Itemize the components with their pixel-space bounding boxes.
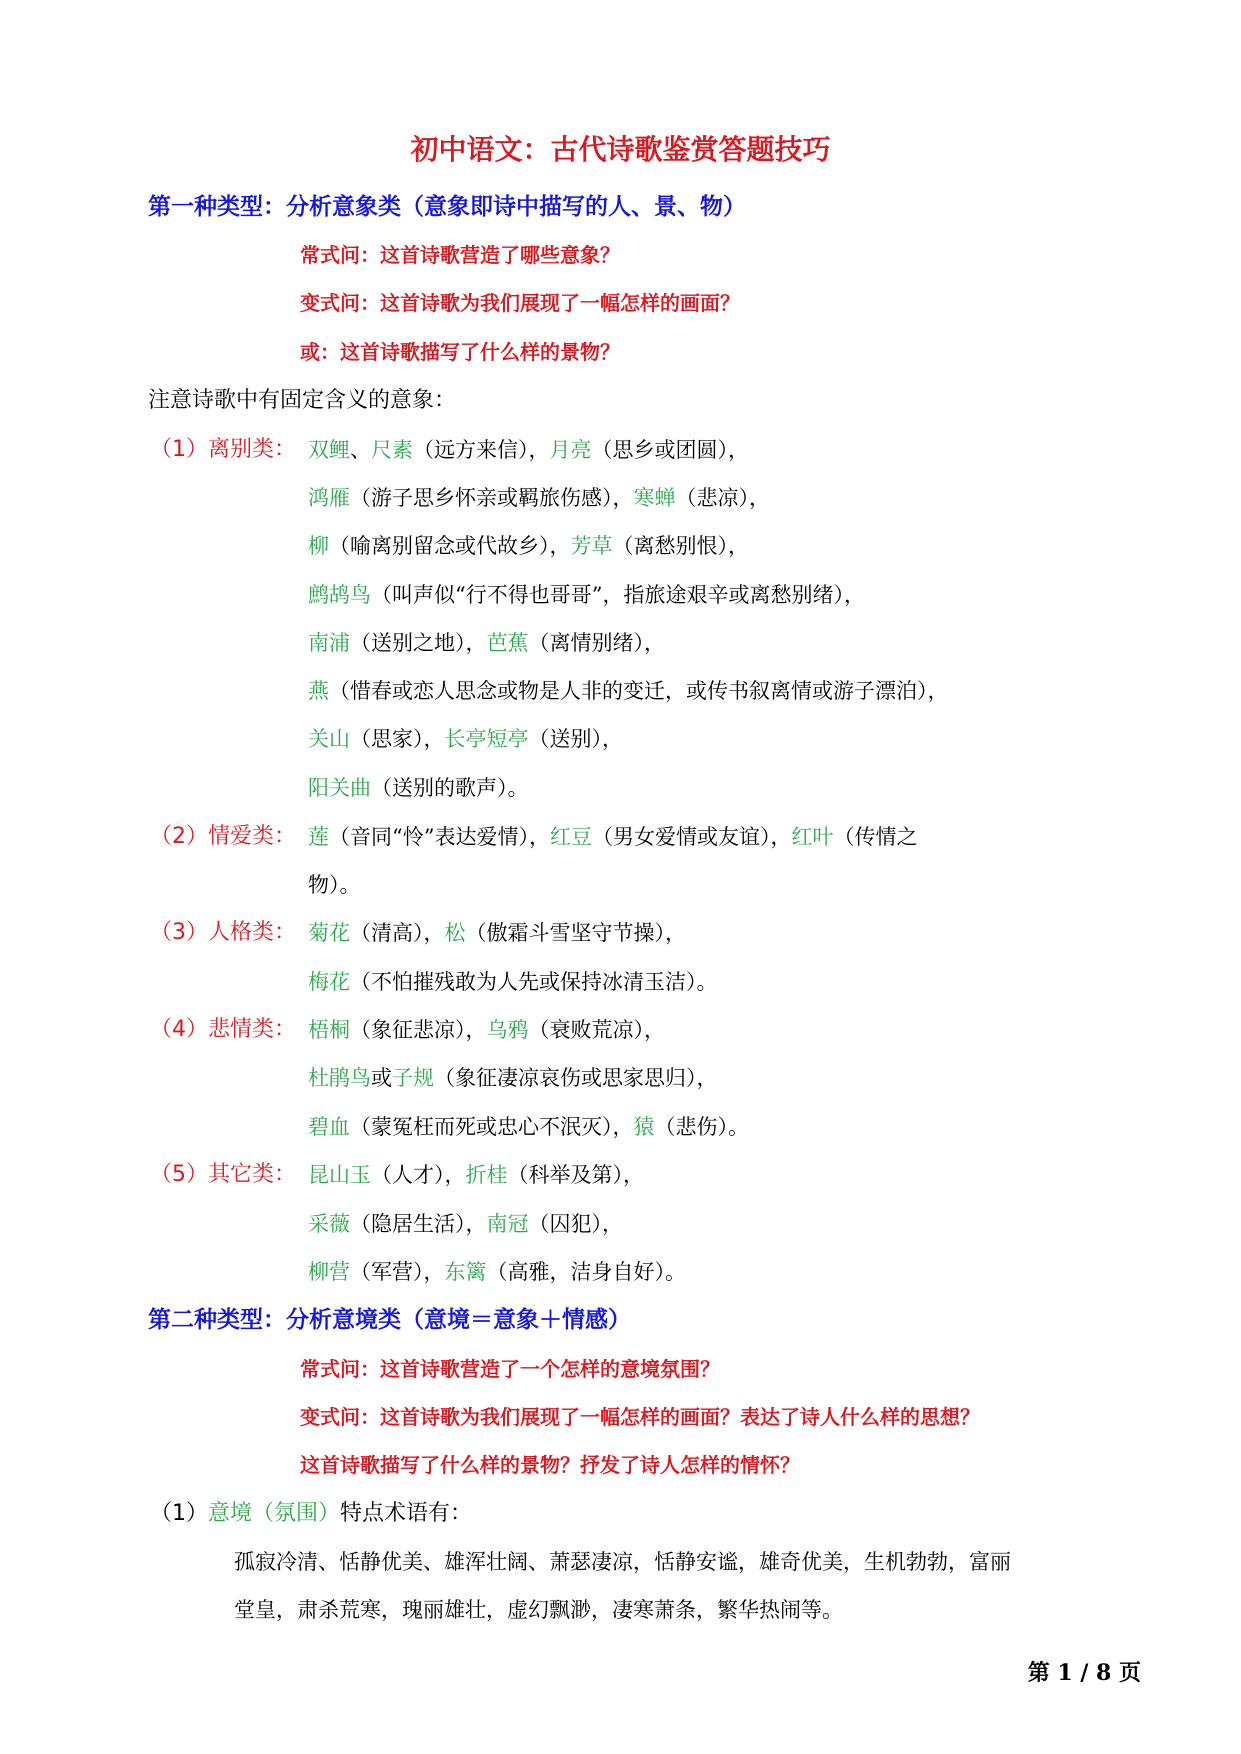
section1-question-3: 或：这首诗歌描写了什么样的景物？ (300, 340, 620, 364)
image-term: 长亭短亭 (444, 727, 529, 751)
list-item: 柳营（军营），东篱（高雅，洁身自好）。 (308, 1260, 686, 1284)
category-label-love: （2）情爱类： (150, 824, 296, 849)
category-label-character: （3）人格类： (150, 920, 296, 945)
page-number: 第 1 / 8 页 (1027, 1660, 1141, 1686)
category-label-sorrow: （4）悲情类： (150, 1017, 296, 1042)
image-term: 东篱 (444, 1260, 487, 1284)
image-term: 红豆 (549, 825, 592, 849)
image-term: 松 (444, 921, 466, 945)
image-term: 柳 (308, 534, 329, 558)
list-item: 关山（思家），长亭短亭（送别）， (308, 727, 623, 751)
image-term: 芭蕉 (486, 631, 529, 655)
image-term: 梅花 (308, 970, 350, 994)
image-term: 昆山玉 (308, 1163, 371, 1187)
list-item: 梧桐（象征悲凉），乌鸦（衰败荒凉）， (308, 1018, 665, 1042)
section1-heading: 第一种类型：分析意象类（意象即诗中描写的人、景、物） (148, 194, 746, 220)
list-item: 采薇（隐居生活），南冠（囚犯）， (308, 1212, 623, 1236)
list-item: 柳（喻离别留念或代故乡），芳草（离愁别恨）， (308, 534, 749, 558)
list-item: 碧血（蒙冤枉而死或忠心不泯灭），猿（悲伤）。 (308, 1115, 749, 1139)
image-term: 阳关曲 (308, 776, 371, 800)
list-item: 昆山玉（人才），折桂（科举及第）， (308, 1163, 644, 1187)
image-term: 尺素 (371, 438, 413, 462)
image-term: 碧血 (308, 1115, 350, 1139)
image-term: 杜鹃鸟 (308, 1066, 371, 1090)
image-term: 燕 (308, 679, 329, 703)
list-item: 双鲤、尺素（远方来信），月亮（思乡或团圆）， (308, 438, 749, 462)
image-term: 关山 (308, 727, 350, 751)
list-item: 鹧鸪鸟（叫声似“行不得也哥哥”，指旅途艰辛或离愁别绪）， (308, 583, 865, 607)
section2-question-1: 常式问：这首诗歌营造了一个怎样的意境氛围？ (300, 1357, 720, 1381)
image-term: 柳营 (308, 1260, 350, 1284)
section2-subheading: （1）意境（氛围）特点术语有： (150, 1501, 473, 1526)
list-item: 燕（惜春或恋人思念或物是人非的变迁，或传书叙离情或游子漂泊）， (308, 679, 949, 703)
section2-heading: 第二种类型：分析意境类（意境＝意象＋情感） (148, 1307, 631, 1333)
category-label-parting: （1）离别类： (150, 437, 296, 462)
section1-question-2: 变式问：这首诗歌为我们展现了一幅怎样的画面？ (300, 291, 740, 315)
list-item: 南浦（送别之地），芭蕉（离情别绪）， (308, 631, 665, 655)
image-term: 鸿雁 (308, 486, 350, 510)
image-term: 菊花 (308, 921, 350, 945)
image-term: 红叶 (791, 825, 834, 849)
category-label-other: （5）其它类： (150, 1162, 296, 1187)
image-term: 乌鸦 (486, 1018, 529, 1042)
image-term: 梧桐 (308, 1018, 350, 1042)
image-term: 芳草 (570, 534, 613, 558)
section1-note: 注意诗歌中有固定含义的意象： (148, 388, 457, 413)
list-item: 杜鹃鸟或子规（象征凄凉哀伤或思家思归）， (308, 1066, 718, 1090)
list-item: 菊花（清高），松（傲霜斗雪坚守节操）， (308, 921, 686, 945)
list-item: 梅花（不怕摧残敢为人先或保持冰清玉洁）。 (308, 970, 718, 994)
image-term: 月亮 (549, 438, 592, 462)
section2-question-3: 这首诗歌描写了什么样的景物？抒发了诗人怎样的情怀？ (300, 1453, 800, 1477)
list-item: 阳关曲（送别的歌声）。 (308, 776, 529, 800)
image-term: 南浦 (308, 631, 350, 655)
image-term: 折桂 (465, 1163, 508, 1187)
image-term: 子规 (392, 1066, 434, 1090)
image-term: 莲 (308, 825, 329, 849)
list-item: 鸿雁（游子思乡怀亲或羁旅伤感），寒蝉（悲凉）， (308, 486, 770, 510)
list-item: 物）。 (308, 873, 361, 897)
section2-question-2: 变式问：这首诗歌为我们展现了一幅怎样的画面？表达了诗人什么样的思想？ (300, 1405, 980, 1429)
image-term: 南冠 (486, 1212, 529, 1236)
list-item: 莲（音同“怜”表达爱情），红豆（男女爱情或友谊），红叶（传情之 (308, 825, 918, 849)
image-term: 猿 (633, 1115, 655, 1139)
image-term: 双鲤 (308, 438, 350, 462)
page-title: 初中语文：古代诗歌鉴赏答题技巧 (410, 133, 831, 166)
image-term: 采薇 (308, 1212, 350, 1236)
image-term: 鹧鸪鸟 (308, 583, 371, 607)
terms-line-1: 孤寂冷清、恬静优美、雄浑壮阔、萧瑟凄凉，恬静安谧，雄奇优美，生机勃勃，富丽 (234, 1550, 1011, 1574)
section1-question-1: 常式问：这首诗歌营造了哪些意象？ (300, 243, 620, 267)
terms-line-2: 堂皇，肃杀荒寒，瑰丽雄壮，虚幻飘渺，凄寒萧条，繁华热闹等。 (234, 1598, 843, 1622)
image-term: 寒蝉 (633, 486, 676, 510)
